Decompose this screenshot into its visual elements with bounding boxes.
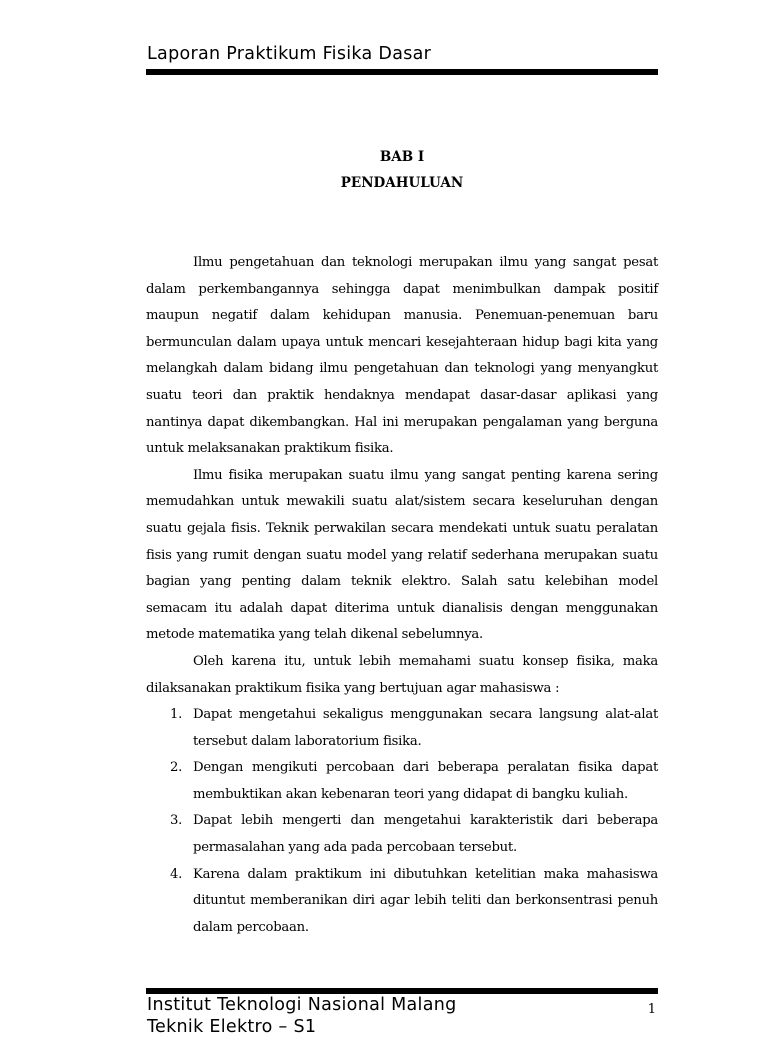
chapter-title: PENDAHULUAN bbox=[340, 175, 464, 191]
body-text bbox=[146, 250, 658, 941]
list-item bbox=[146, 862, 658, 942]
list-item bbox=[146, 755, 658, 808]
list-text: Dapat lebih mengerti dan mengetahui karakteristik dari beberapa permasalahan yang ada pada percobaan tersebut. bbox=[193, 813, 658, 856]
list-number: 1. bbox=[170, 707, 183, 723]
list-number: 3. bbox=[170, 813, 183, 829]
paragraph-intro: Ilmu pengetahuan dan teknologi merupakan ilmu yang sangat pesat dalam perkembangannya sehingga dapat menimbulkan dampak positif maupun negatif dalam kehidupan manusia. Penemuan-penemuan baru bermunculan dalam upaya untuk mencari kesejahteraan hidup bagi kita yang melangkah dalam bidang ilmu pengetahuan dan teknologi yang menyangkut suatu teori dan praktik hendaknya mendapat dasar-dasar aplikasi yang nantinya dapat dikembangkan. Hal ini merupakan pengalaman yang berguna untuk melaksanakan praktikum fisika. bbox=[146, 255, 658, 457]
list-item bbox=[146, 702, 658, 755]
list-number: 4. bbox=[170, 866, 183, 882]
footer-department: Teknik Elektro – S1 bbox=[147, 1017, 317, 1037]
paragraph-physics: Ilmu fisika merupakan suatu ilmu yang sangat penting karena sering memudahkan untuk mewakili suatu alat/sistem secara keseluruhan dengan suatu gejala fisis. Teknik perwakilan secara mendekati untuk suatu peralatan fisis yang rumit dengan suatu model yang relatif sederhana merupakan suatu bagian yang penting dalam teknik elektro. Salah satu kelebihan model semacam itu adalah dapat diterima untuk dianalisis dengan menggunakan metode matematika yang telah dikenal sebelumnya. bbox=[146, 467, 658, 643]
list-text: Dengan mengikuti percobaan dari beberapa peralatan fisika dapat membuktikan akan kebenaran teori yang didapat di bangku kuliah. bbox=[193, 760, 658, 802]
running-header: Laporan Praktikum Fisika Dasar bbox=[147, 44, 432, 64]
list-text: Dapat mengetahui sekaligus menggunakan secara langsung alat-alat tersebut dalam laboratorium fisika. bbox=[193, 707, 658, 749]
chapter-number: BAB I bbox=[379, 149, 425, 165]
list-item bbox=[146, 808, 658, 861]
list-number: 2. bbox=[170, 760, 183, 776]
list-text: Karena dalam praktikum ini dibutuhkan ketelitian maka mahasiswa dituntut memberanikan diri agar lebih teliti dan berkonsentrasi penuh dalam percobaan. bbox=[193, 866, 658, 935]
paragraph-objectives-lead: Oleh karena itu, untuk lebih memahami suatu konsep fisika, maka dilaksanakan praktikum fisika yang bertujuan agar mahasiswa : bbox=[146, 653, 658, 696]
footer-institution: Institut Teknologi Nasional Malang bbox=[147, 995, 457, 1015]
header-rule bbox=[146, 69, 658, 75]
objectives-list bbox=[146, 702, 658, 941]
page-number: 1 bbox=[647, 1002, 656, 1017]
